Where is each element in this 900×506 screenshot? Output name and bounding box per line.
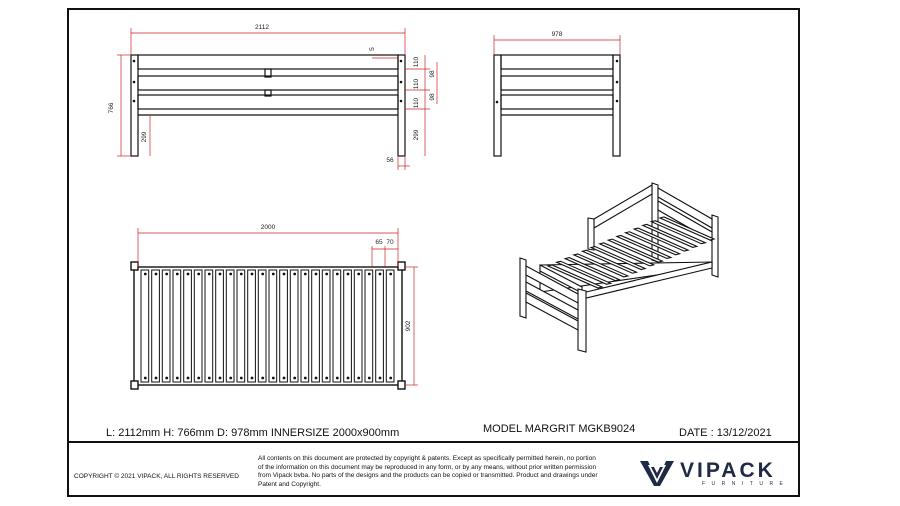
- bottom-right-label: 299: [413, 129, 420, 141]
- slat: [312, 270, 320, 382]
- slat-screw: [155, 377, 157, 379]
- gap-1-label: 98: [429, 70, 436, 78]
- side-dimensions: [494, 35, 620, 55]
- slat: [173, 270, 181, 382]
- slat: [376, 270, 384, 382]
- drawing-date: DATE : 13/12/2021: [679, 427, 772, 439]
- slat: [344, 270, 352, 382]
- vipack-mark-icon: [640, 459, 676, 487]
- slat: [194, 270, 202, 382]
- brand-subtitle: FURNITURE: [702, 481, 790, 487]
- slat-screw: [283, 273, 285, 275]
- slat: [248, 270, 256, 382]
- slat-screw: [358, 377, 360, 379]
- slat-screw: [208, 377, 210, 379]
- rail-1-label: 110: [413, 56, 420, 68]
- slat-gap-label: 70: [386, 239, 394, 246]
- slat-width-label: 65: [375, 239, 383, 246]
- slat-screw: [379, 273, 381, 275]
- vipack-logo: [640, 459, 790, 489]
- slat-screw: [358, 273, 360, 275]
- brand-name: VIPACK: [680, 459, 776, 482]
- slat-screw: [198, 377, 200, 379]
- post-width-label: 56: [386, 157, 394, 164]
- slat: [269, 270, 277, 382]
- slat-screw: [166, 377, 168, 379]
- slat-screw: [230, 377, 232, 379]
- model-name: MODEL MARGRIT MGKB9024: [483, 423, 636, 435]
- slat-screw: [262, 377, 264, 379]
- slat-screw: [166, 273, 168, 275]
- slat-screw: [219, 377, 221, 379]
- slat-group: [141, 270, 394, 382]
- slat-screw: [187, 273, 189, 275]
- slat-screw: [230, 273, 232, 275]
- slat-screw: [368, 273, 370, 275]
- slat-screw: [326, 273, 328, 275]
- slat: [141, 270, 149, 382]
- slat: [162, 270, 170, 382]
- slat-screw: [272, 273, 274, 275]
- slat-screw: [144, 377, 146, 379]
- slat-screw: [368, 377, 370, 379]
- front-dimensions: [117, 28, 437, 170]
- slat: [184, 270, 192, 382]
- slat: [290, 270, 298, 382]
- slat-screw: [240, 273, 242, 275]
- slat-screw: [283, 377, 285, 379]
- side-bolts: [496, 60, 619, 104]
- leg-height-label: 299: [141, 131, 148, 143]
- rail-3-label: 110: [413, 97, 420, 109]
- slat: [152, 270, 160, 382]
- slat: [216, 270, 224, 382]
- dimension-summary: L: 2112mm H: 766mm D: 978mm INNERSIZE 2000x900mm: [106, 427, 400, 439]
- slat-screw: [304, 273, 306, 275]
- slat-screw: [379, 377, 381, 379]
- legal-notice: All contents on this document are protected by copyright & patents. Except as specifically permitted herein, no portion of the information on this document may be reproduced in any form, or by any means, without prior written permission from Vipack bvba. No parts of the designs and the products can be copied or transmitted. Product and drawings under Patent and Copyright.: [258, 455, 598, 489]
- slat-screw: [251, 377, 253, 379]
- slat: [386, 270, 394, 382]
- slat: [205, 270, 213, 382]
- slat: [365, 270, 373, 382]
- isometric-view: [520, 183, 718, 352]
- inner-depth-label: 902: [405, 320, 412, 332]
- slat-screw: [294, 273, 296, 275]
- slat-screw: [155, 273, 157, 275]
- slat: [280, 270, 288, 382]
- slat: [333, 270, 341, 382]
- gap-2-label: 98: [429, 93, 436, 101]
- slat: [301, 270, 309, 382]
- top-gap-label: 5: [369, 47, 376, 51]
- slat-screw: [390, 273, 392, 275]
- slat-screw: [144, 273, 146, 275]
- slat-screw: [262, 273, 264, 275]
- slat-screw: [315, 273, 317, 275]
- slat: [258, 270, 266, 382]
- slat-length-label: 2000: [260, 224, 276, 231]
- slat-screw: [198, 273, 200, 275]
- slat-screw: [336, 273, 338, 275]
- slat-screw: [294, 377, 296, 379]
- slat-screw: [176, 273, 178, 275]
- slat-screw: [336, 377, 338, 379]
- side-view: [494, 55, 620, 156]
- slat-screw: [208, 273, 210, 275]
- slat-screw: [347, 377, 349, 379]
- footer-divider: [67, 441, 800, 443]
- slat-screw: [176, 377, 178, 379]
- slat-screw: [347, 273, 349, 275]
- slat-screw: [304, 377, 306, 379]
- rail-2-label: 110: [413, 78, 420, 90]
- top-view: [131, 262, 405, 389]
- slat: [354, 270, 362, 382]
- slat-screw: [390, 377, 392, 379]
- slat-screw: [315, 377, 317, 379]
- slat-screw: [240, 377, 242, 379]
- slat-screw: [272, 377, 274, 379]
- slat-screw: [219, 273, 221, 275]
- front-height-label: 766: [108, 102, 115, 114]
- slat: [226, 270, 234, 382]
- slat: [322, 270, 330, 382]
- slat-screw: [326, 377, 328, 379]
- slat-screw: [187, 377, 189, 379]
- slat-screw: [251, 273, 253, 275]
- slat: [237, 270, 245, 382]
- copyright-notice: COPYRIGHT © 2021 VIPACK, ALL RIGHTS RESERVED: [74, 473, 239, 480]
- front-view: [131, 55, 405, 156]
- side-depth-label: 978: [551, 31, 563, 38]
- front-width-label: 2112: [255, 24, 269, 31]
